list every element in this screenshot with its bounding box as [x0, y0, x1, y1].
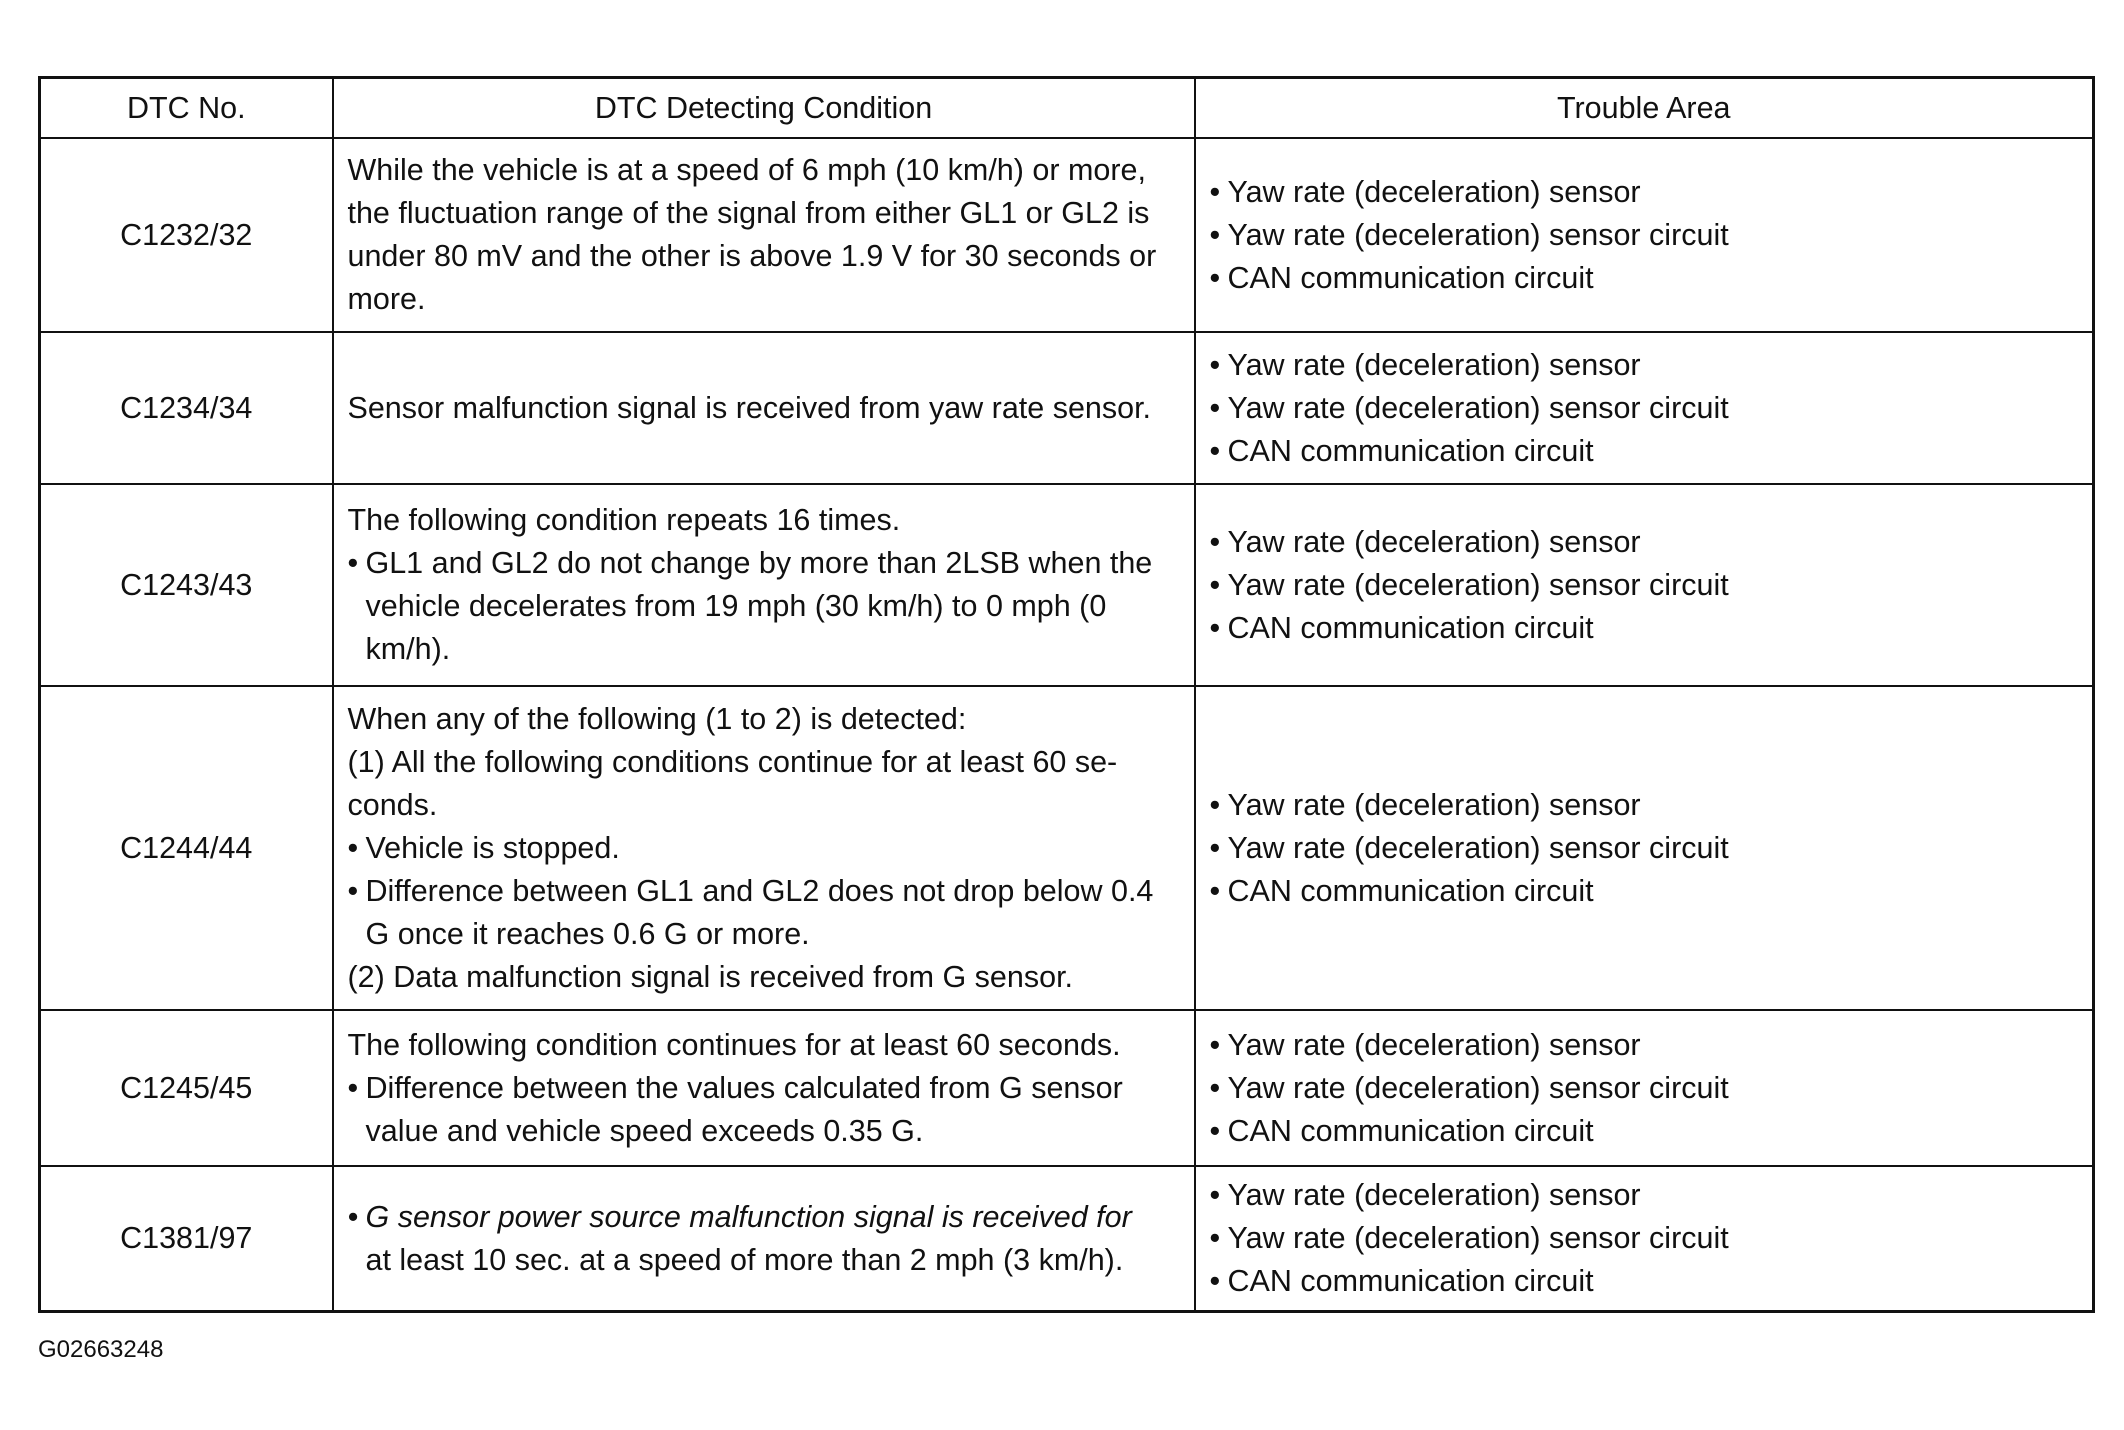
bullet-icon: • — [1209, 1264, 1221, 1298]
bullet-icon: • — [1209, 174, 1221, 209]
condition-line: under 80 mV and the other is above 1.9 V for 30 seconds or — [347, 239, 1157, 273]
condition-line: at least 10 sec. at a speed of more than 2 mph (3 km/h). — [365, 1242, 1124, 1277]
trouble-area-item: • Yaw rate (deceleration) sensor circuit — [1210, 1067, 2079, 1110]
trouble-area — [1195, 484, 2094, 686]
trouble-area-item: • Yaw rate (deceleration) sensor — [1210, 1024, 2079, 1067]
condition-line: the fluctuation range of the signal from either GL1 or GL2 is — [347, 196, 1150, 230]
detecting-condition — [333, 1166, 1195, 1312]
condition-line: While the vehicle is at a speed of 6 mph (10 km/h) or more, — [347, 153, 1146, 187]
bullet-icon: • — [1209, 1178, 1221, 1212]
bullet-icon: • — [1209, 830, 1221, 865]
bullet-icon: • — [1209, 260, 1221, 295]
trouble-area-item: • Yaw rate (deceleration) sensor circuit — [1210, 214, 2079, 257]
trouble-area-item: • CAN communication circuit — [1210, 870, 2079, 913]
trouble-area — [1195, 1010, 2094, 1166]
detecting-condition — [333, 332, 1195, 484]
bullet-icon: • — [1209, 1070, 1221, 1105]
header-dtc-no: DTC No. — [40, 78, 333, 139]
trouble-area-item: • Yaw rate (deceleration) sensor — [1210, 784, 2079, 827]
trouble-area — [1195, 1166, 2094, 1312]
bullet-icon: • — [1209, 1113, 1221, 1148]
condition-line: Sensor malfunction signal is received from yaw rate sensor. — [347, 390, 1152, 425]
trouble-area-item: • CAN communication circuit — [1210, 257, 2079, 300]
bullet-icon: • — [1209, 787, 1221, 822]
condition-line: (2) Data malfunction signal is received from G sensor. — [347, 959, 1074, 994]
condition-line: conds. — [347, 787, 438, 822]
dtc-code: C1243/43 — [40, 484, 333, 686]
table-header-row — [40, 78, 2094, 139]
condition-line: more. — [347, 282, 426, 316]
bullet-icon: • — [1209, 873, 1221, 908]
condition-line: (1) All the following conditions continue for at least 60 se- — [347, 744, 1118, 779]
dtc-code: C1232/32 — [40, 138, 333, 332]
condition-intro: The following condition repeats 16 times. — [347, 503, 901, 537]
trouble-area-item: • CAN communication circuit — [1210, 1110, 2079, 1153]
bullet-icon: • — [1209, 1027, 1221, 1062]
table-row — [40, 1166, 2094, 1312]
condition-line: vehicle decelerates from 19 mph (30 km/h) to 0 mph (0 — [365, 589, 1107, 623]
table-row — [40, 138, 2094, 332]
dtc-code: C1381/97 — [40, 1166, 333, 1312]
bullet-icon: • — [1209, 347, 1221, 382]
trouble-area-item: • CAN communication circuit — [1210, 1260, 2079, 1303]
trouble-area — [1195, 686, 2094, 1010]
bullet-icon: • — [1209, 1221, 1221, 1255]
bullet-icon: • — [347, 830, 359, 865]
trouble-area-item: • Yaw rate (deceleration) sensor — [1210, 171, 2079, 214]
dtc-code: C1244/44 — [40, 686, 333, 1010]
condition-line: value and vehicle speed exceeds 0.35 G. — [365, 1113, 924, 1148]
condition-intro: When any of the following (1 to 2) is detected: — [347, 701, 967, 736]
header-detecting-condition: DTC Detecting Condition — [333, 78, 1195, 139]
condition-bullet: • Vehicle is stopped. — [348, 827, 1180, 870]
trouble-area — [1195, 332, 2094, 484]
detecting-condition — [333, 686, 1195, 1010]
bullet-icon: • — [1209, 433, 1221, 468]
header-trouble-area: Trouble Area — [1195, 78, 2094, 139]
detecting-condition — [333, 138, 1195, 332]
figure-id: G02663248 — [38, 1336, 164, 1363]
trouble-area-item: • Yaw rate (deceleration) sensor — [1210, 344, 2079, 387]
condition-line: km/h). — [365, 632, 451, 666]
table-row — [40, 1010, 2094, 1166]
dtc-table — [38, 76, 2095, 1313]
table-row — [40, 332, 2094, 484]
table-row — [40, 686, 2094, 1010]
detecting-condition — [333, 484, 1195, 686]
trouble-area-item: • CAN communication circuit — [1210, 430, 2079, 473]
trouble-area-item: • Yaw rate (deceleration) sensor — [1210, 521, 2079, 564]
dtc-code: C1234/34 — [40, 332, 333, 484]
condition-bullet: • GL1 and GL2 do not change by more than 2LSB when the — [348, 542, 1180, 585]
condition-line: G once it reaches 0.6 G or more. — [365, 916, 810, 951]
condition-bullet: • Difference between the values calculated from G sensor — [348, 1067, 1180, 1110]
bullet-icon: • — [1209, 567, 1221, 602]
trouble-area-item: • Yaw rate (deceleration) sensor circuit — [1210, 564, 2079, 607]
bullet-icon: • — [1209, 390, 1221, 425]
bullet-icon: • — [1209, 610, 1221, 645]
trouble-area-item: • Yaw rate (deceleration) sensor circuit — [1210, 1217, 2079, 1260]
bullet-icon: • — [347, 873, 359, 908]
bullet-icon: • — [347, 546, 359, 580]
condition-bullet: • Difference between GL1 and GL2 does not drop below 0.4 — [348, 870, 1180, 913]
dtc-code: C1245/45 — [40, 1010, 333, 1166]
trouble-area-item: • Yaw rate (deceleration) sensor circuit — [1210, 827, 2079, 870]
condition-intro: The following condition continues for at least 60 seconds. — [347, 1027, 1121, 1062]
bullet-icon: • — [1209, 217, 1221, 252]
trouble-area-item: • Yaw rate (deceleration) sensor — [1210, 1174, 2079, 1217]
trouble-area-item: • CAN communication circuit — [1210, 607, 2079, 650]
bullet-icon: • — [347, 1070, 359, 1105]
trouble-area-item: • Yaw rate (deceleration) sensor circuit — [1210, 387, 2079, 430]
bullet-icon: • — [1209, 524, 1221, 559]
table-row — [40, 484, 2094, 686]
trouble-area — [1195, 138, 2094, 332]
detecting-condition — [333, 1010, 1195, 1166]
bullet-icon: • — [347, 1199, 359, 1234]
condition-bullet: • G sensor power source malfunction signal is received for — [348, 1196, 1180, 1239]
